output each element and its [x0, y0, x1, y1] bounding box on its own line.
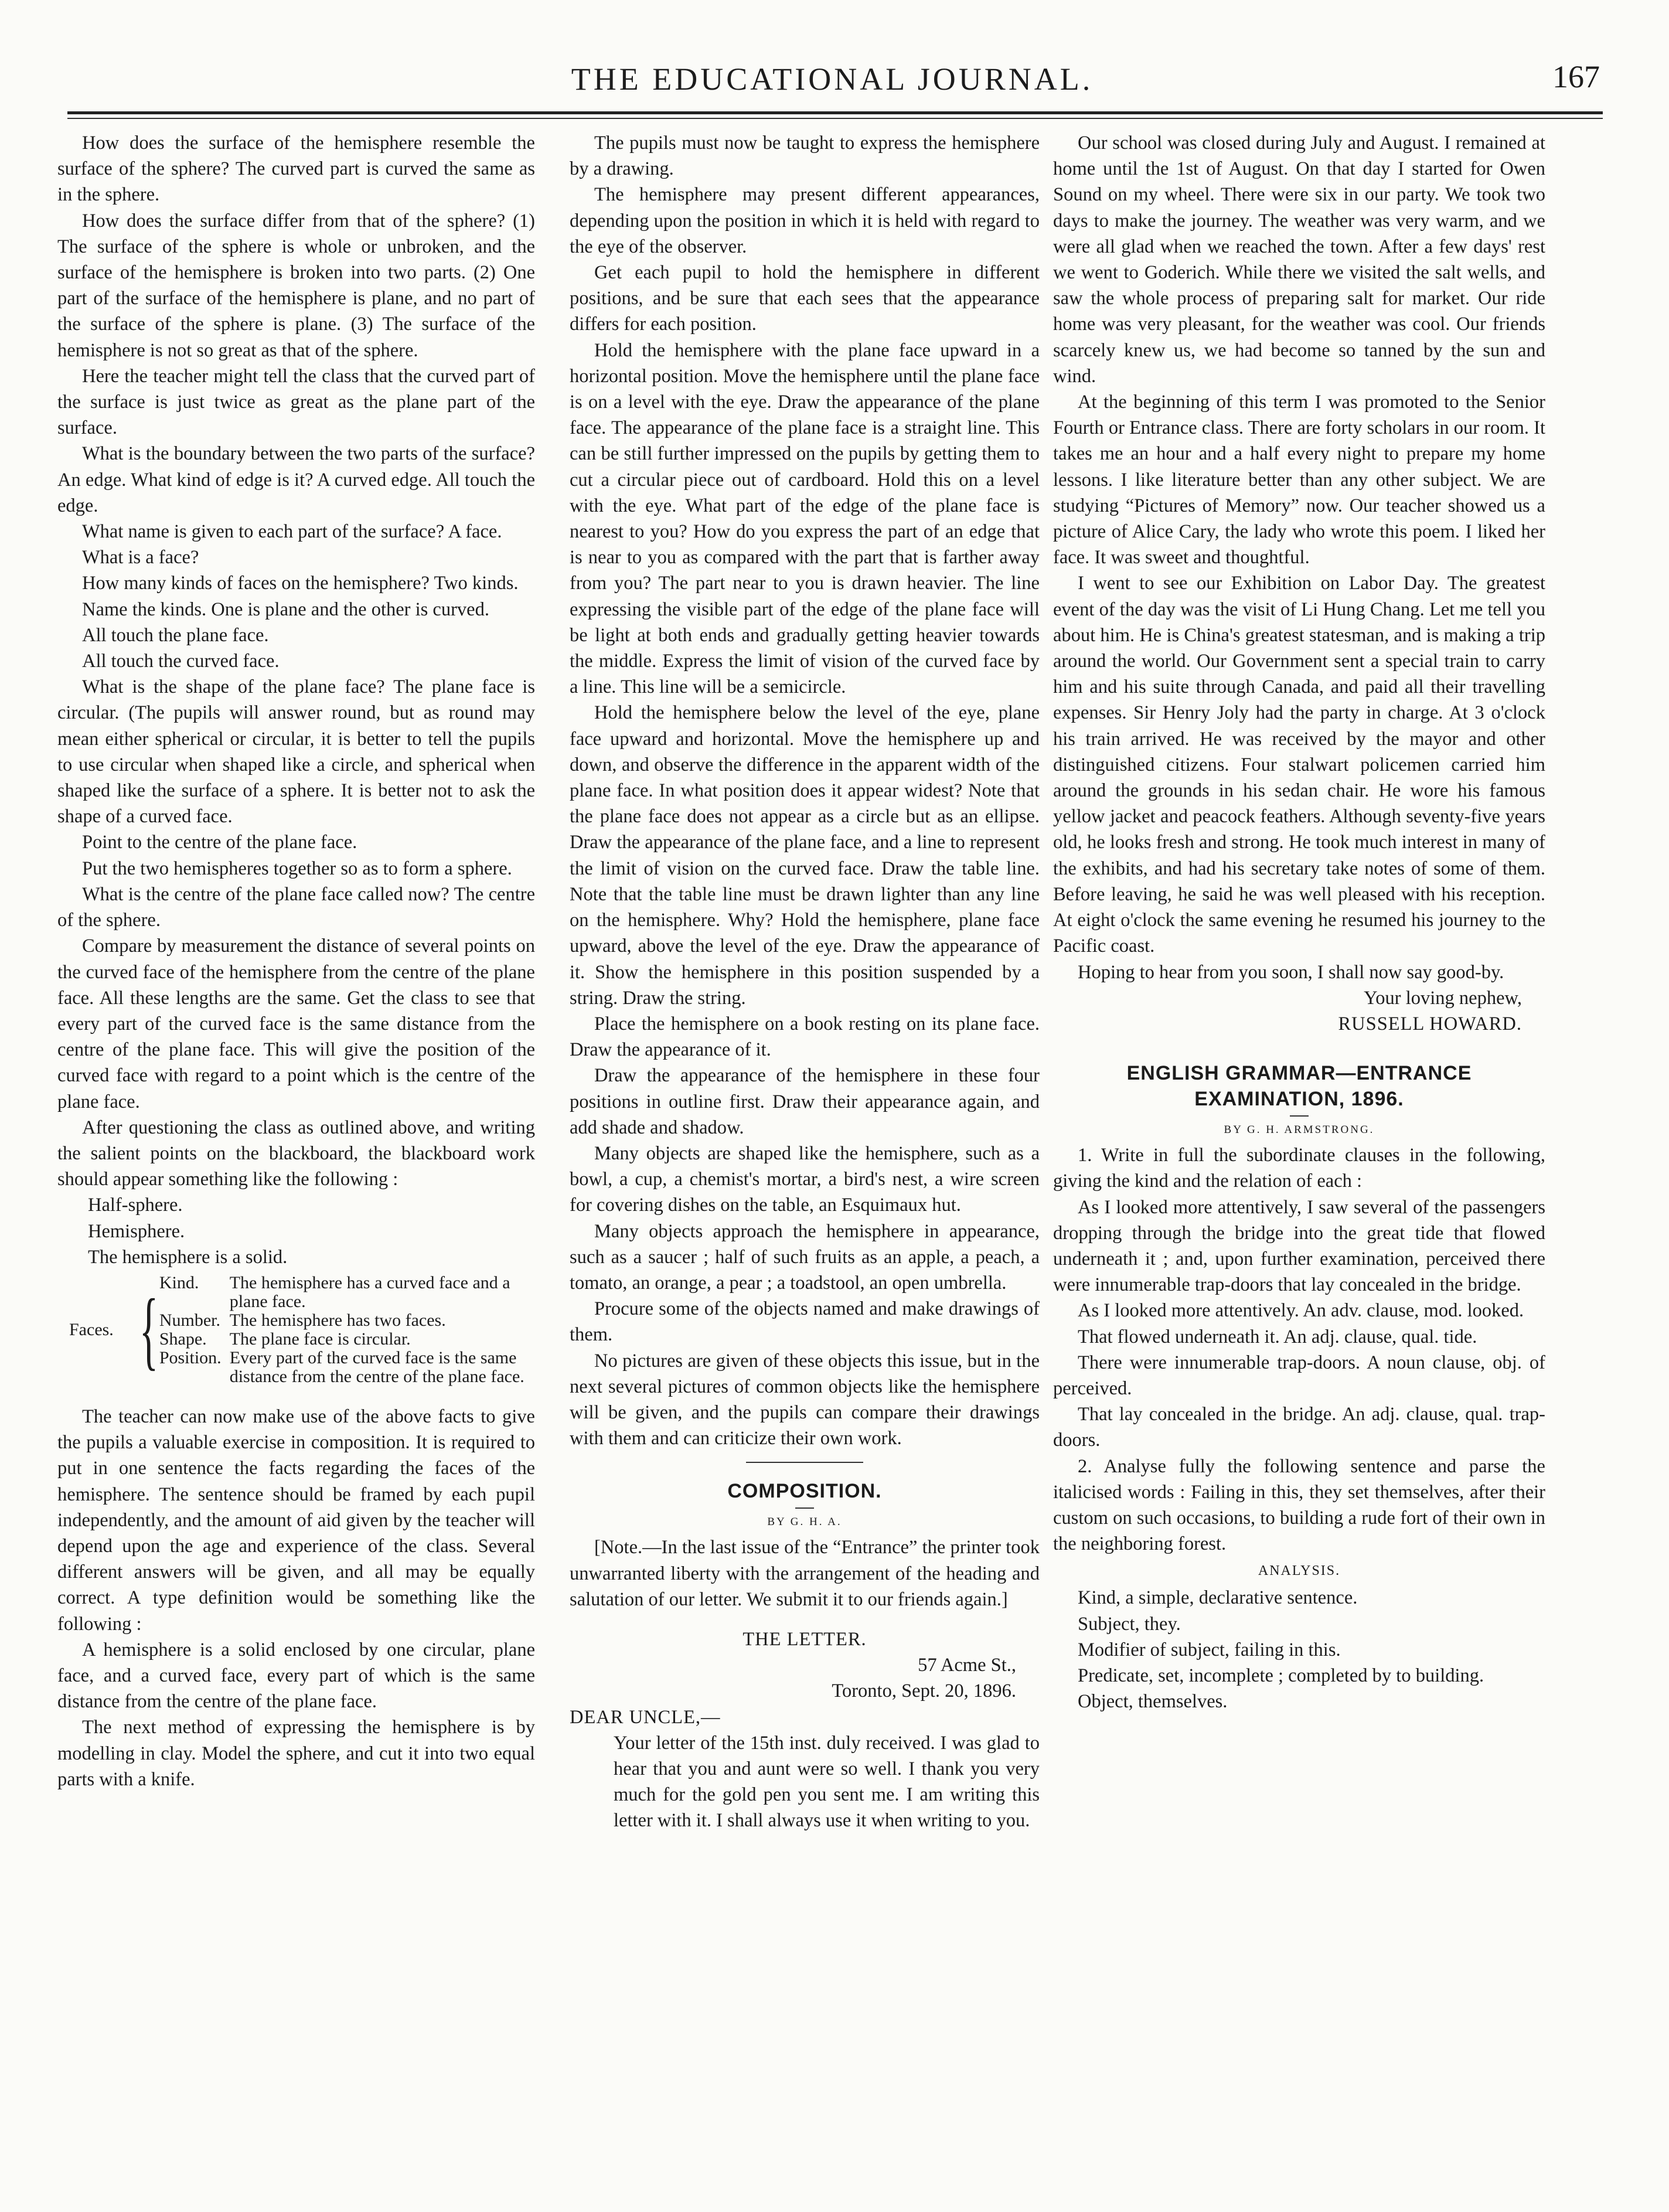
faces-term: Kind. [159, 1272, 199, 1292]
paragraph: Procure some of the objects named and make drawings of them. [570, 1298, 1040, 1346]
paragraph: The teacher can now make use of the above facts to give the pupils a valuable exercise in composition. It is required to put in one sentence the facts regarding the faces of the hemisphere. The sentence should be framed by each pupil independently, and the amount of aid given by the teacher will depend upon the age and experience of the class. Several different answers will be given, and all may be equally correct. A type definition would be something like the following : [57, 1406, 535, 1635]
paragraph: The next method of expressing the hemisphere is by modelling in clay. Model the sphere, and cut it into two equal parts with a knife. [57, 1717, 535, 1790]
answer: There were innumerable trap-doors. A noun clause, obj. of perceived. [1053, 1352, 1545, 1399]
paragraph: A hemisphere is a solid enclosed by one circular, plane face, and a curved face, every part of which is the same distance from the centre of the plane face. [57, 1639, 535, 1713]
paragraph: Draw the appearance of the hemisphere in these four positions in outline first. Draw their appearance again, and add shade and shadow. [570, 1065, 1040, 1138]
analysis-line: Subject, they. [1078, 1613, 1181, 1635]
paragraph: All touch the curved face. [82, 651, 280, 672]
byline: BY G. H. A. [767, 1516, 842, 1529]
section-title-examination: EXAMINATION, 1896. [1194, 1088, 1404, 1111]
paragraph: Place the hemisphere on a book resting on its plane face. Draw the appearance of it. [570, 1013, 1040, 1061]
letter-paragraph: At the beginning of this term I was promoted to the Senior Fourth or Entrance class. There are forty scholars in our room. It takes me an hour and a half every night to prepare my home lessons. I like literature better than any other subject. We are studying “Pictures of Memory” now. Our teacher showed us a picture of Alice Cary, the lady who wrote this poem. I liked her face. It was sweet and thoughtful. [1053, 392, 1545, 569]
analysis-line: Predicate, set, incomplete ; completed by to building. [1078, 1665, 1484, 1686]
paragraph: What is the shape of the plane face? The plane face is circular. (The pupils will answer round, but as round may mean either spherical or circular, it is better to tell the pupils to use circular when shaped like a circle, and spherical when shaped like the surface of a sphere. It is better not to ask the shape of a curved face. [57, 676, 535, 828]
journal-title: THE EDUCATIONAL JOURNAL. [571, 62, 1094, 97]
paragraph: How many kinds of faces on the hemisphere? Two kinds. [82, 573, 519, 594]
faces-term: Position. [159, 1347, 222, 1367]
letter-signature: RUSSELL HOWARD. [1338, 1013, 1522, 1034]
section-title-english-grammar: ENGLISH GRAMMAR—ENTRANCE [1126, 1062, 1472, 1085]
letter-paragraph: Our school was closed during July and August. I remained at home until the 1st of August. On that day I started for Owen Sound on my wheel. There were six in our party. We took two days to make the journey. The weather was very warm, and we were all glad when we reached the town. After a few days' rest we went to Goderich. While there we visited the salt wells, and saw the whole process of preparing salt for market. Our ride home was very pleasant, for the weather was cool. Our friends scarcely knew us, we had become so tanned by the sun and wind. [1053, 132, 1545, 387]
faces-label: Faces. [69, 1319, 114, 1339]
title-dash [1290, 1115, 1309, 1117]
page-number: 167 [1552, 59, 1600, 94]
paragraph: What is a face? [82, 547, 199, 569]
paragraph: The pupils must now be taught to express the hemisphere by a drawing. [570, 132, 1040, 180]
paragraph: How does the surface of the hemisphere resemble the surface of the sphere? The curved part is curved the same as in the sphere. [57, 132, 535, 206]
answer: That flowed underneath it. An adj. clause, qual. tide. [1078, 1326, 1477, 1347]
faces-desc: Every part of the curved face is the same distance from the centre of the plane face. [229, 1347, 524, 1386]
paragraph: Name the kinds. One is plane and the other is curved. [82, 598, 489, 620]
paragraph: No pictures are given of these objects this issue, but in the next several pictures of common objects like the hemisphere will be given, and the pupils can compare their drawings with them and can criticize their own work. [570, 1350, 1040, 1449]
analysis-line: Modifier of subject, failing in this. [1078, 1639, 1341, 1660]
analysis-line: Object, themselves. [1078, 1691, 1228, 1713]
paragraph: How does the surface differ from that of the sphere? (1) The surface of the sphere is whole or unbroken, and the surface of the hemisphere is broken into two parts. (2) One part of the surface of the hemisphere is plane, and no part of the surface of the sphere is plane. (3) The surface of the hemisphere is not so great as that of the sphere. [57, 210, 535, 361]
paragraph: All touch the plane face. [82, 624, 269, 646]
paragraph: Many objects are shaped like the hemisphere, such as a bowl, a cup, a chemist's mortar, a bird's nest, a wire screen for covering dishes on the table, an Esquimaux hut. [570, 1142, 1040, 1216]
paragraph: What name is given to each part of the surface? A face. [82, 521, 502, 543]
brace-glyph: { [139, 1281, 159, 1379]
letter-salutation: DEAR UNCLE,— [570, 1706, 721, 1728]
byline: BY G. H. ARMSTRONG. [1224, 1124, 1375, 1136]
analysis-line: Kind, a simple, declarative sentence. [1078, 1587, 1358, 1609]
title-dash [795, 1507, 814, 1509]
faces-table [69, 1274, 535, 1386]
header-rule-thick [67, 111, 1603, 114]
letter-paragraph: Hoping to hear from you soon, I shall now say good-by. [1078, 961, 1504, 983]
faces-desc: The hemisphere has two faces. [229, 1310, 446, 1330]
blackboard-line: Hemisphere. [88, 1220, 185, 1242]
letter-paragraph: I went to see our Exhibition on Labor Day. The greatest event of the day was the visit of Li Hung Chang. Let me tell you about him. He is China's greatest statesman, and is making a trip around the world. Our Government sent a special train to carry him and his suite through Canada, and paid all their travelling expenses. Sir Henry Joly had the party in charge. At 3 o'clock his train arrived. He was received by the mayor and other distinguished citizens. Four stalwart policemen carried him around the grounds in his sedan chair. He wore his famous yellow jacket and peacock feathers. Although seventy-five years old, he looks fresh and strong. He took much interest in many of the exhibits, and had his secretary take notes of some of them. Before leaving, he said he was well pleased with his reception. At eight o'clock the same evening he resumed his journey to the Pacific coast. [1053, 573, 1545, 957]
letter-heading: THE LETTER. [742, 1628, 867, 1650]
question-text: As I looked more attentively, I saw several of the passengers dropping through the bridge into the great tide that flowed underneath it ; and, upon further examination, perceived there were innumerable trap-doors that lay concealed in the bridge. [1053, 1196, 1545, 1296]
paragraph: Point to the centre of the plane face. [82, 832, 357, 853]
question: 2. Analyse fully the following sentence and parse the italicised words : Failing in this, they set themselves, after their custom on such occasions, to building a rude fort of their own in the neighboring forest. [1053, 1455, 1545, 1555]
faces-desc: The plane face is circular. [229, 1329, 411, 1349]
header-rule-thin [67, 118, 1603, 119]
paragraph: Here the teacher might tell the class that the curved part of the surface is just twice as great as the plane part of the surface. [57, 365, 535, 439]
analysis-heading: ANALYSIS. [1258, 1563, 1341, 1579]
paragraph: Hold the hemisphere below the level of the eye, plane face upward and horizontal. Move the hemisphere up and down, and observe the difference in the apparent width of the plane face. In what position does it appear widest? Note that the plane face does not appear as a circle but as an ellipse. Draw the appearance of the plane face, and a line to represent the limit of vision on the curved face. Draw the table line. Note that the table line must be drawn lighter than any line on the hemisphere. Why? Hold the hemisphere, plane face upward, above the level of the eye. Draw the appearance of it. Show the hemisphere in this position suspended by a string. Draw the string. [570, 702, 1040, 1009]
paragraph: The hemisphere may present different appearances, depending upon the position in which it is held with regard to the eye of the observer. [570, 184, 1040, 257]
paragraph: Hold the hemisphere with the plane face upward in a horizontal position. Move the hemisphere until the plane face is on a level with the eye. Draw the appearance of the plane face. The appearance of the plane face is a straight line. This can be still further impressed on the pupils by getting them to cut a circular piece out of cardboard. Hold this on a level with the eye. What part of the edge of the plane face is nearest to you? How do you express the part of an edge that is near to you as compared with the part that is farther away from you? The part near to you is drawn heavier. The line expressing the visible part of the edge of the plane face will be light at both ends and gradually getting heavier towards the middle. Express the limit of vision of the curved face by a line. This line will be a semicircle. [570, 339, 1040, 698]
faces-desc: The hemisphere has a curved face and a plane face. [229, 1272, 510, 1311]
page-header [64, 59, 1600, 97]
column-2 [570, 130, 1040, 1834]
paragraph: Get each pupil to hold the hemisphere in different positions, and be sure that each sees that the appearance differs for each position. [570, 262, 1040, 335]
editor-note: [Note.—In the last issue of the “Entrance” the printer took unwarranted liberty with the arrangement of the heading and salutation of our letter. We submit it to our friends again.] [570, 1537, 1040, 1610]
question: 1. Write in full the subordinate clauses in the following, giving the kind and the relation of each : [1053, 1145, 1545, 1192]
section-divider [746, 1462, 863, 1463]
letter-closing: Your loving nephew, [1364, 987, 1522, 1009]
paragraph: What is the centre of the plane face called now? The centre of the sphere. [57, 883, 535, 931]
faces-term: Shape. [159, 1329, 207, 1349]
column-1 [57, 130, 535, 1792]
blackboard-line: The hemisphere is a solid. [88, 1246, 288, 1268]
column-3 [1053, 130, 1545, 1714]
letter-paragraph: Your letter of the 15th inst. duly received. I was glad to hear that you and aunt were so well. I thank you very much for the gold pen you sent me. I am writing this letter with it. I shall always use it when writing to you. [614, 1732, 1040, 1832]
letter-address-line: 57 Acme St., [918, 1655, 1016, 1676]
paragraph: Many objects approach the hemisphere in appearance, such as a saucer ; half of such fruits as an apple, a peach, a tomato, an orange, a pear ; a toadstool, an open umbrella. [570, 1220, 1040, 1294]
paragraph: After questioning the class as outlined above, and writing the salient points on the blackboard, the blackboard work should appear something like the following : [57, 1117, 535, 1190]
paragraph: What is the boundary between the two parts of the surface? An edge. What kind of edge is it? A curved edge. All touch the edge. [57, 443, 535, 516]
section-title-composition: COMPOSITION. [727, 1480, 882, 1503]
paragraph: Compare by measurement the distance of several points on the curved face of the hemisphere from the centre of the plane face. All these lengths are the same. Get the class to see that every part of the curved face is the same distance from the centre of the plane face. This will give the position of the curved face with regard to a point which is the centre of the plane face. [57, 935, 535, 1112]
paragraph: Put the two hemispheres together so as to form a sphere. [82, 857, 512, 879]
letter-address-line: Toronto, Sept. 20, 1896. [832, 1680, 1016, 1702]
faces-term: Number. [159, 1310, 220, 1330]
answer: That lay concealed in the bridge. An adj. clause, qual. trap-doors. [1053, 1404, 1545, 1451]
blackboard-line: Half-sphere. [88, 1195, 183, 1216]
answer: As I looked more attentively. An adv. clause, mod. looked. [1078, 1300, 1524, 1322]
